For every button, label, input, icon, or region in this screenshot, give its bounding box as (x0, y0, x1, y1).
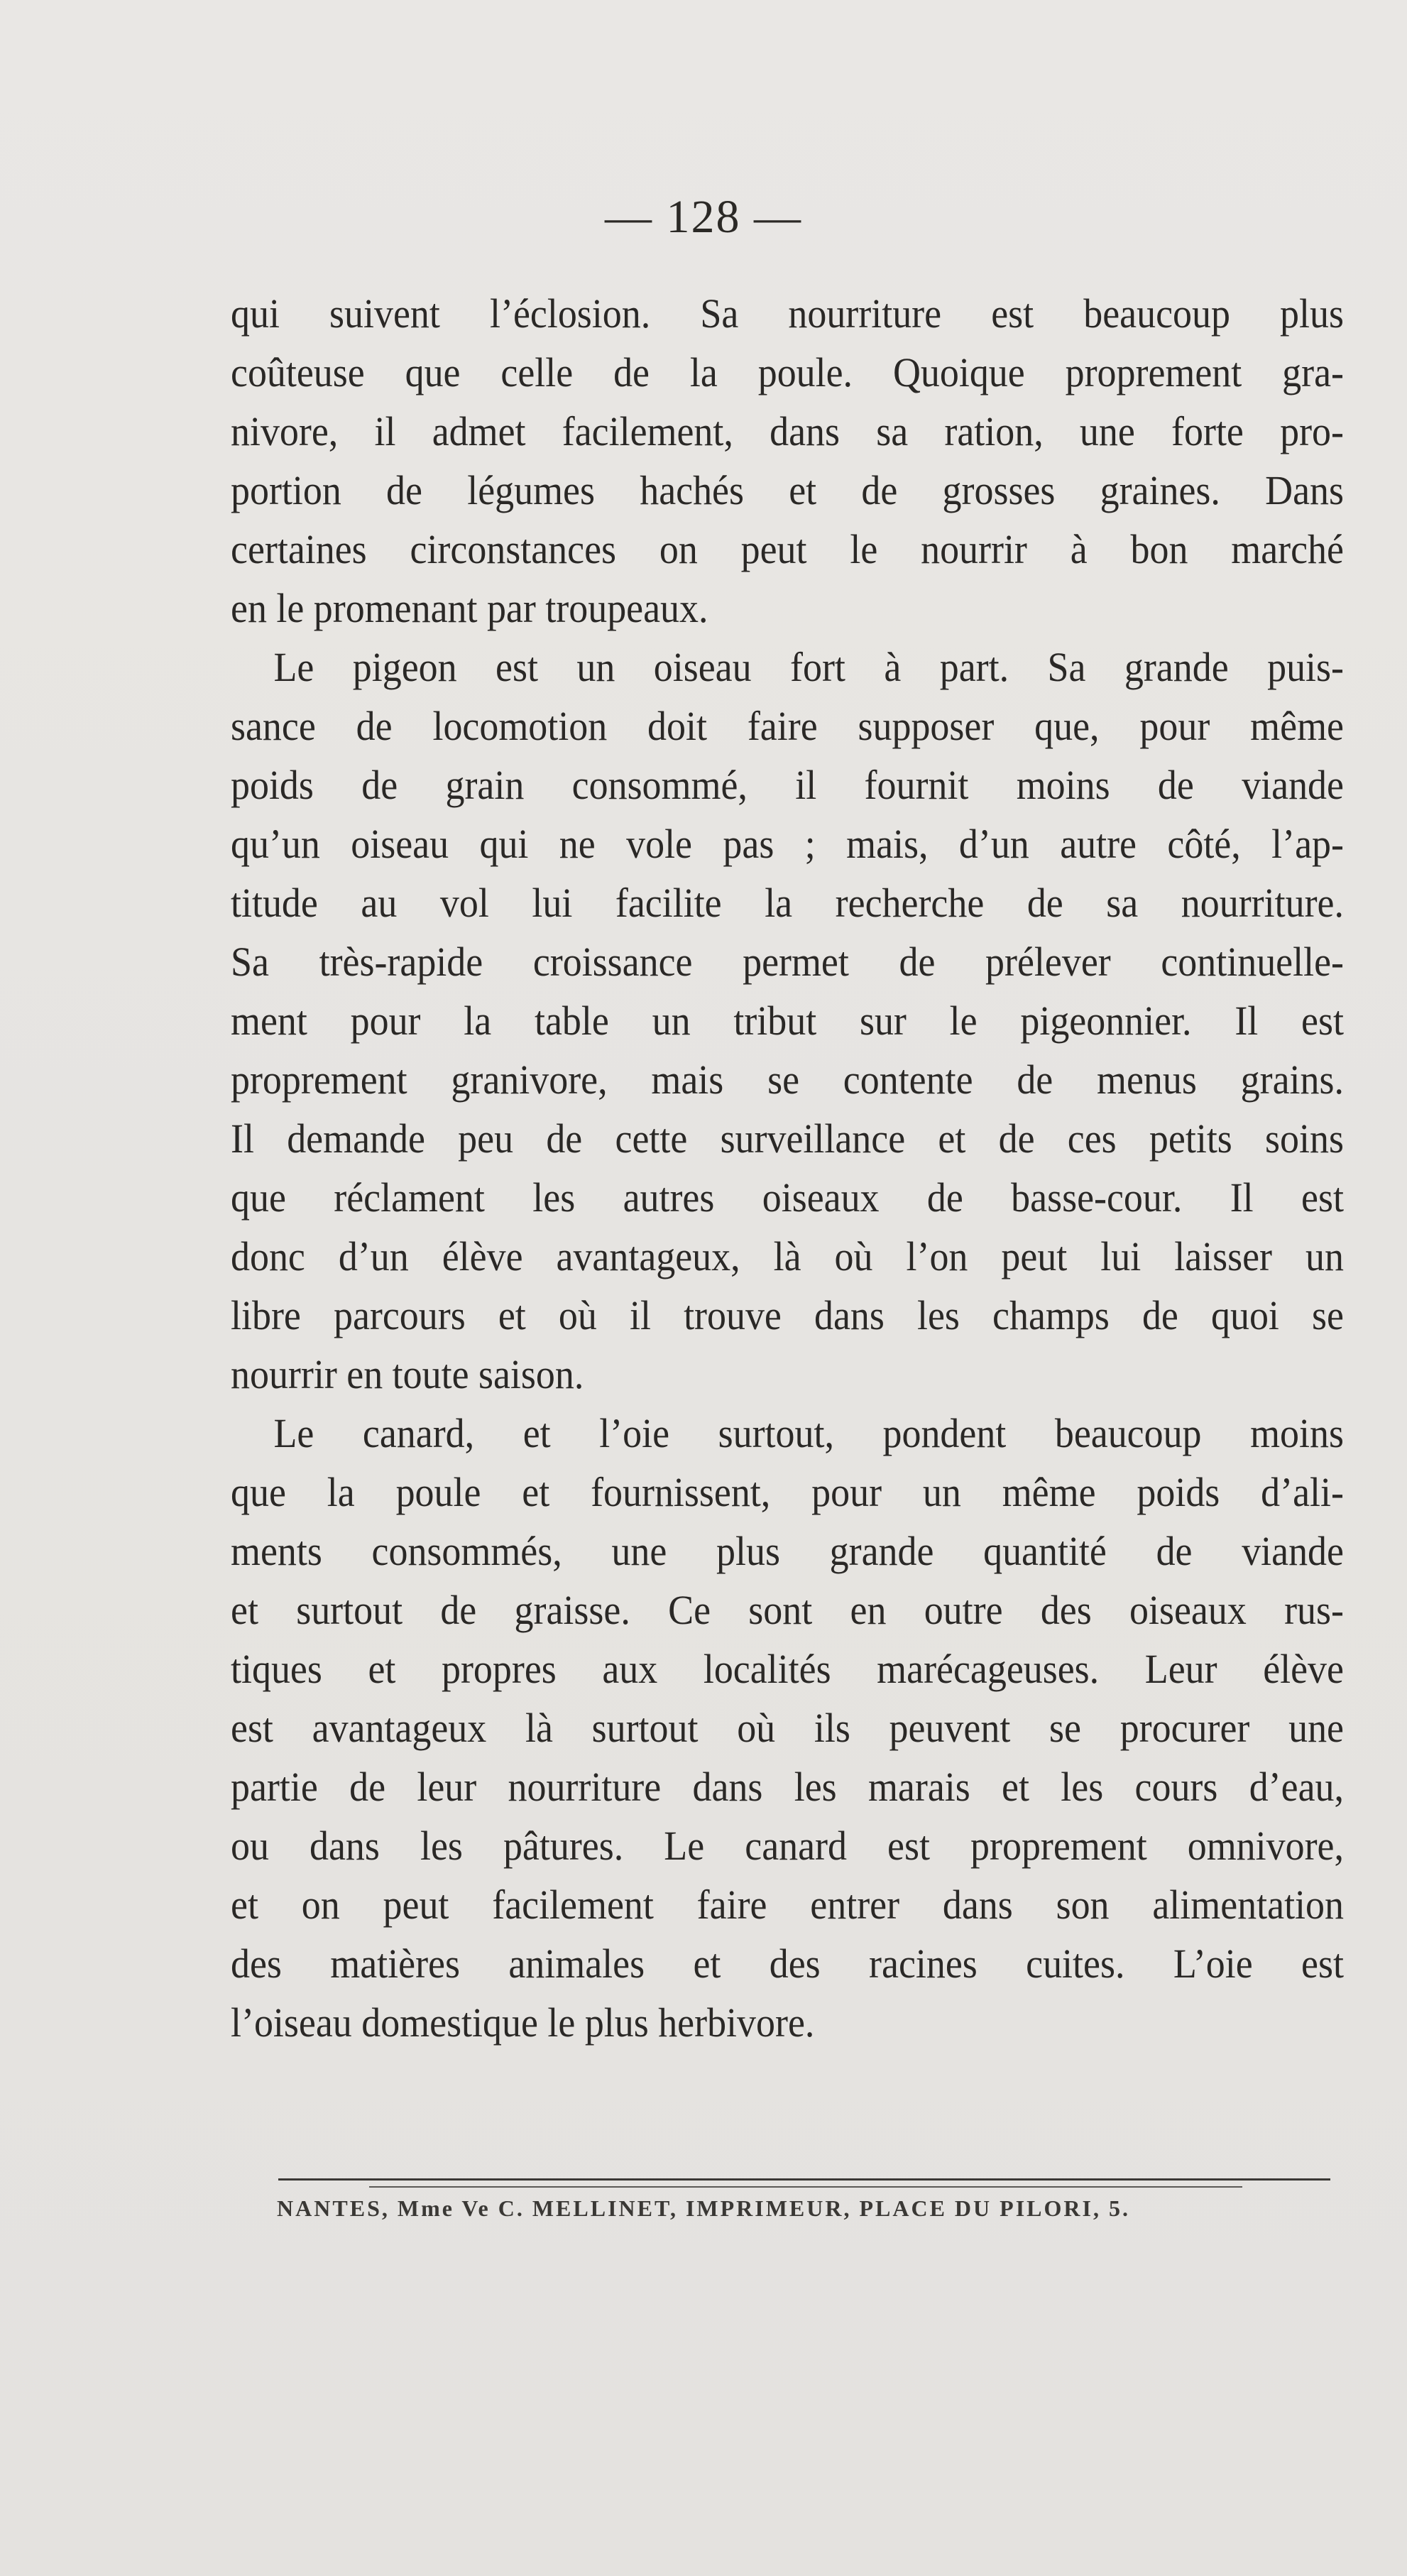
text-line: coûteuse que celle de la poule. Quoique proprement gra- (231, 349, 1344, 395)
text-line: et on peut facilement faire entrer dans son alimentation (231, 1882, 1344, 1928)
printer-imprint: NANTES, Mme Ve C. MELLINET, IMPRIMEUR, PLACE DU PILORI, 5. (277, 2195, 1130, 2221)
text-line: ou dans les pâtures. Le canard est proprement omnivore, (231, 1823, 1344, 1869)
text-line: en le promenant par troupeaux. (231, 585, 708, 631)
text-line: ment pour la table un tribut sur le pigeonnier. Il est (231, 998, 1344, 1044)
footer-rule-thin (369, 2186, 1242, 2188)
text-line: qui suivent l’éclosion. Sa nourriture est beaucoup plus (231, 290, 1344, 337)
text-line: des matières animales et des racines cuites. L’oie est (231, 1941, 1344, 1987)
text-line: et surtout de graisse. Ce sont en outre des oiseaux rus- (231, 1587, 1344, 1633)
text-line: l’oiseau domestique le plus herbivore. (231, 1999, 815, 2046)
text-line: Il demande peu de cette surveillance et de ces petits soins (231, 1115, 1344, 1162)
footer-rule (278, 2178, 1330, 2181)
text-line: poids de grain consommé, il fournit moins de viande (231, 762, 1344, 808)
text-line: tiques et propres aux localités marécageuses. Leur élève (231, 1646, 1344, 1692)
text-line: donc d’un élève avantageux, là où l’on peut lui laisser un (231, 1233, 1344, 1279)
text-line: partie de leur nourriture dans les marais et les cours d’eau, (231, 1764, 1344, 1810)
text-line: proprement granivore, mais se contente de menus grains. (231, 1057, 1344, 1103)
text-line: libre parcours et où il trouve dans les champs de quoi se (231, 1292, 1344, 1338)
text-line: sance de locomotion doit faire supposer que, pour même (231, 703, 1344, 749)
text-line: nivore, il admet facilement, dans sa ration, une forte pro- (231, 408, 1344, 454)
paragraph-start-line: Le canard, et l’oie surtout, pondent beaucoup moins (273, 1410, 1344, 1456)
text-line: Sa très-rapide croissance permet de prélever continuelle- (231, 939, 1344, 985)
paragraph-start-line: Le pigeon est un oiseau fort à part. Sa grande puis- (273, 644, 1344, 690)
text-line: certaines circonstances on peut le nourrir à bon marché (231, 526, 1344, 572)
text-line: est avantageux là surtout où ils peuvent se procurer une (231, 1705, 1344, 1751)
text-line: que réclament les autres oiseaux de basse-cour. Il est (231, 1174, 1344, 1221)
text-line: nourrir en toute saison. (231, 1351, 584, 1397)
text-line: portion de légumes hachés et de grosses graines. Dans (231, 467, 1344, 513)
page-number: — 128 — (605, 191, 802, 243)
text-line: ments consommés, une plus grande quantité de viande (231, 1528, 1344, 1574)
text-line: que la poule et fournissent, pour un même poids d’ali- (231, 1469, 1344, 1515)
text-line: qu’un oiseau qui ne vole pas ; mais, d’un autre côté, l’ap- (231, 821, 1344, 867)
text-line: titude au vol lui facilite la recherche de sa nourriture. (231, 880, 1344, 926)
body-text (231, 284, 1344, 2052)
